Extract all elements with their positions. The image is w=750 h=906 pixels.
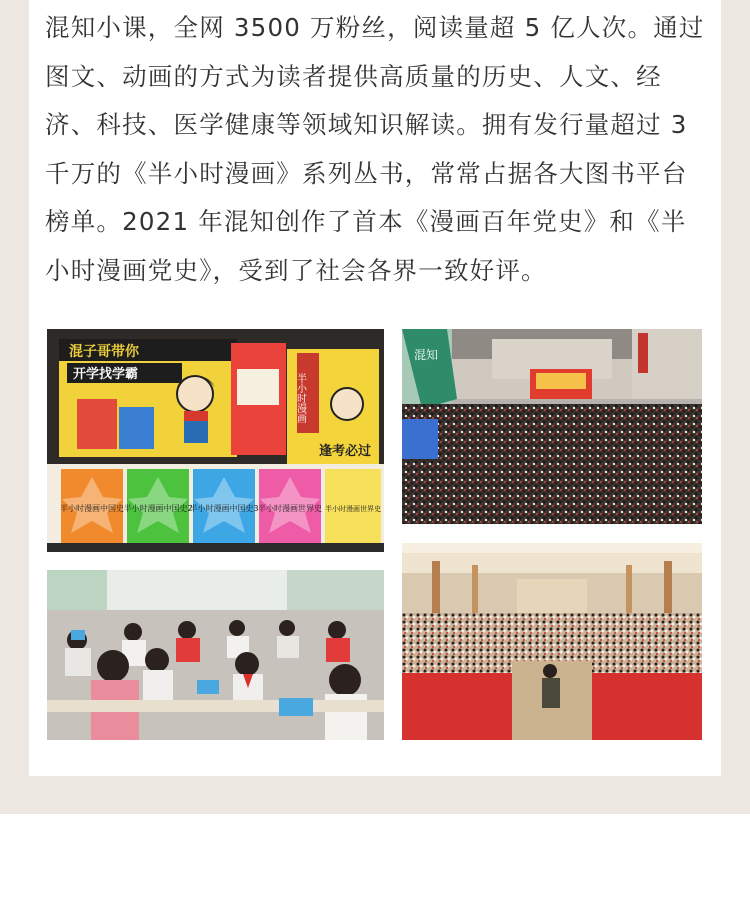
classroom-photo (47, 570, 384, 740)
poster-title-line1: 混子哥带你 (69, 344, 139, 360)
page-footer-space (0, 814, 750, 906)
book-title-5: 半小时漫画世界史 (325, 505, 381, 513)
mall-banner-text: 混知 (414, 348, 439, 362)
poster-title-line2: 开学找学霸 (73, 367, 139, 382)
intro-paragraph: 混知小课，全网 3500 万粉丝，阅读量超 5 亿人次。通过图文、动画的方式为读者提供高质量的历史、人文、经济、科技、医学健康等领域知识解读。拥有发行量超过 3 千万的《半小时漫画》系列丛书，常常占据各大图书平台榜单。2021 年混知创作了首本《漫画百年党史》和《半小时漫画党史》，受到了社会各界一致好评。 (45, 13, 705, 285)
mall-event-photo (402, 329, 702, 524)
side-banner-text: 半小时漫画 (294, 373, 306, 423)
books-display-photo (47, 329, 384, 552)
book-title-4: 半小时漫画世界史 (258, 504, 322, 513)
slogan-text: 逢考必过 (319, 444, 372, 459)
book-title-3: 半小时漫画中国史3 (189, 504, 259, 513)
book-title-2: 半小时漫画中国史2 (123, 504, 193, 513)
book-title-1: 半小时漫画中国史 (60, 504, 124, 513)
auditorium-photo (402, 543, 702, 740)
